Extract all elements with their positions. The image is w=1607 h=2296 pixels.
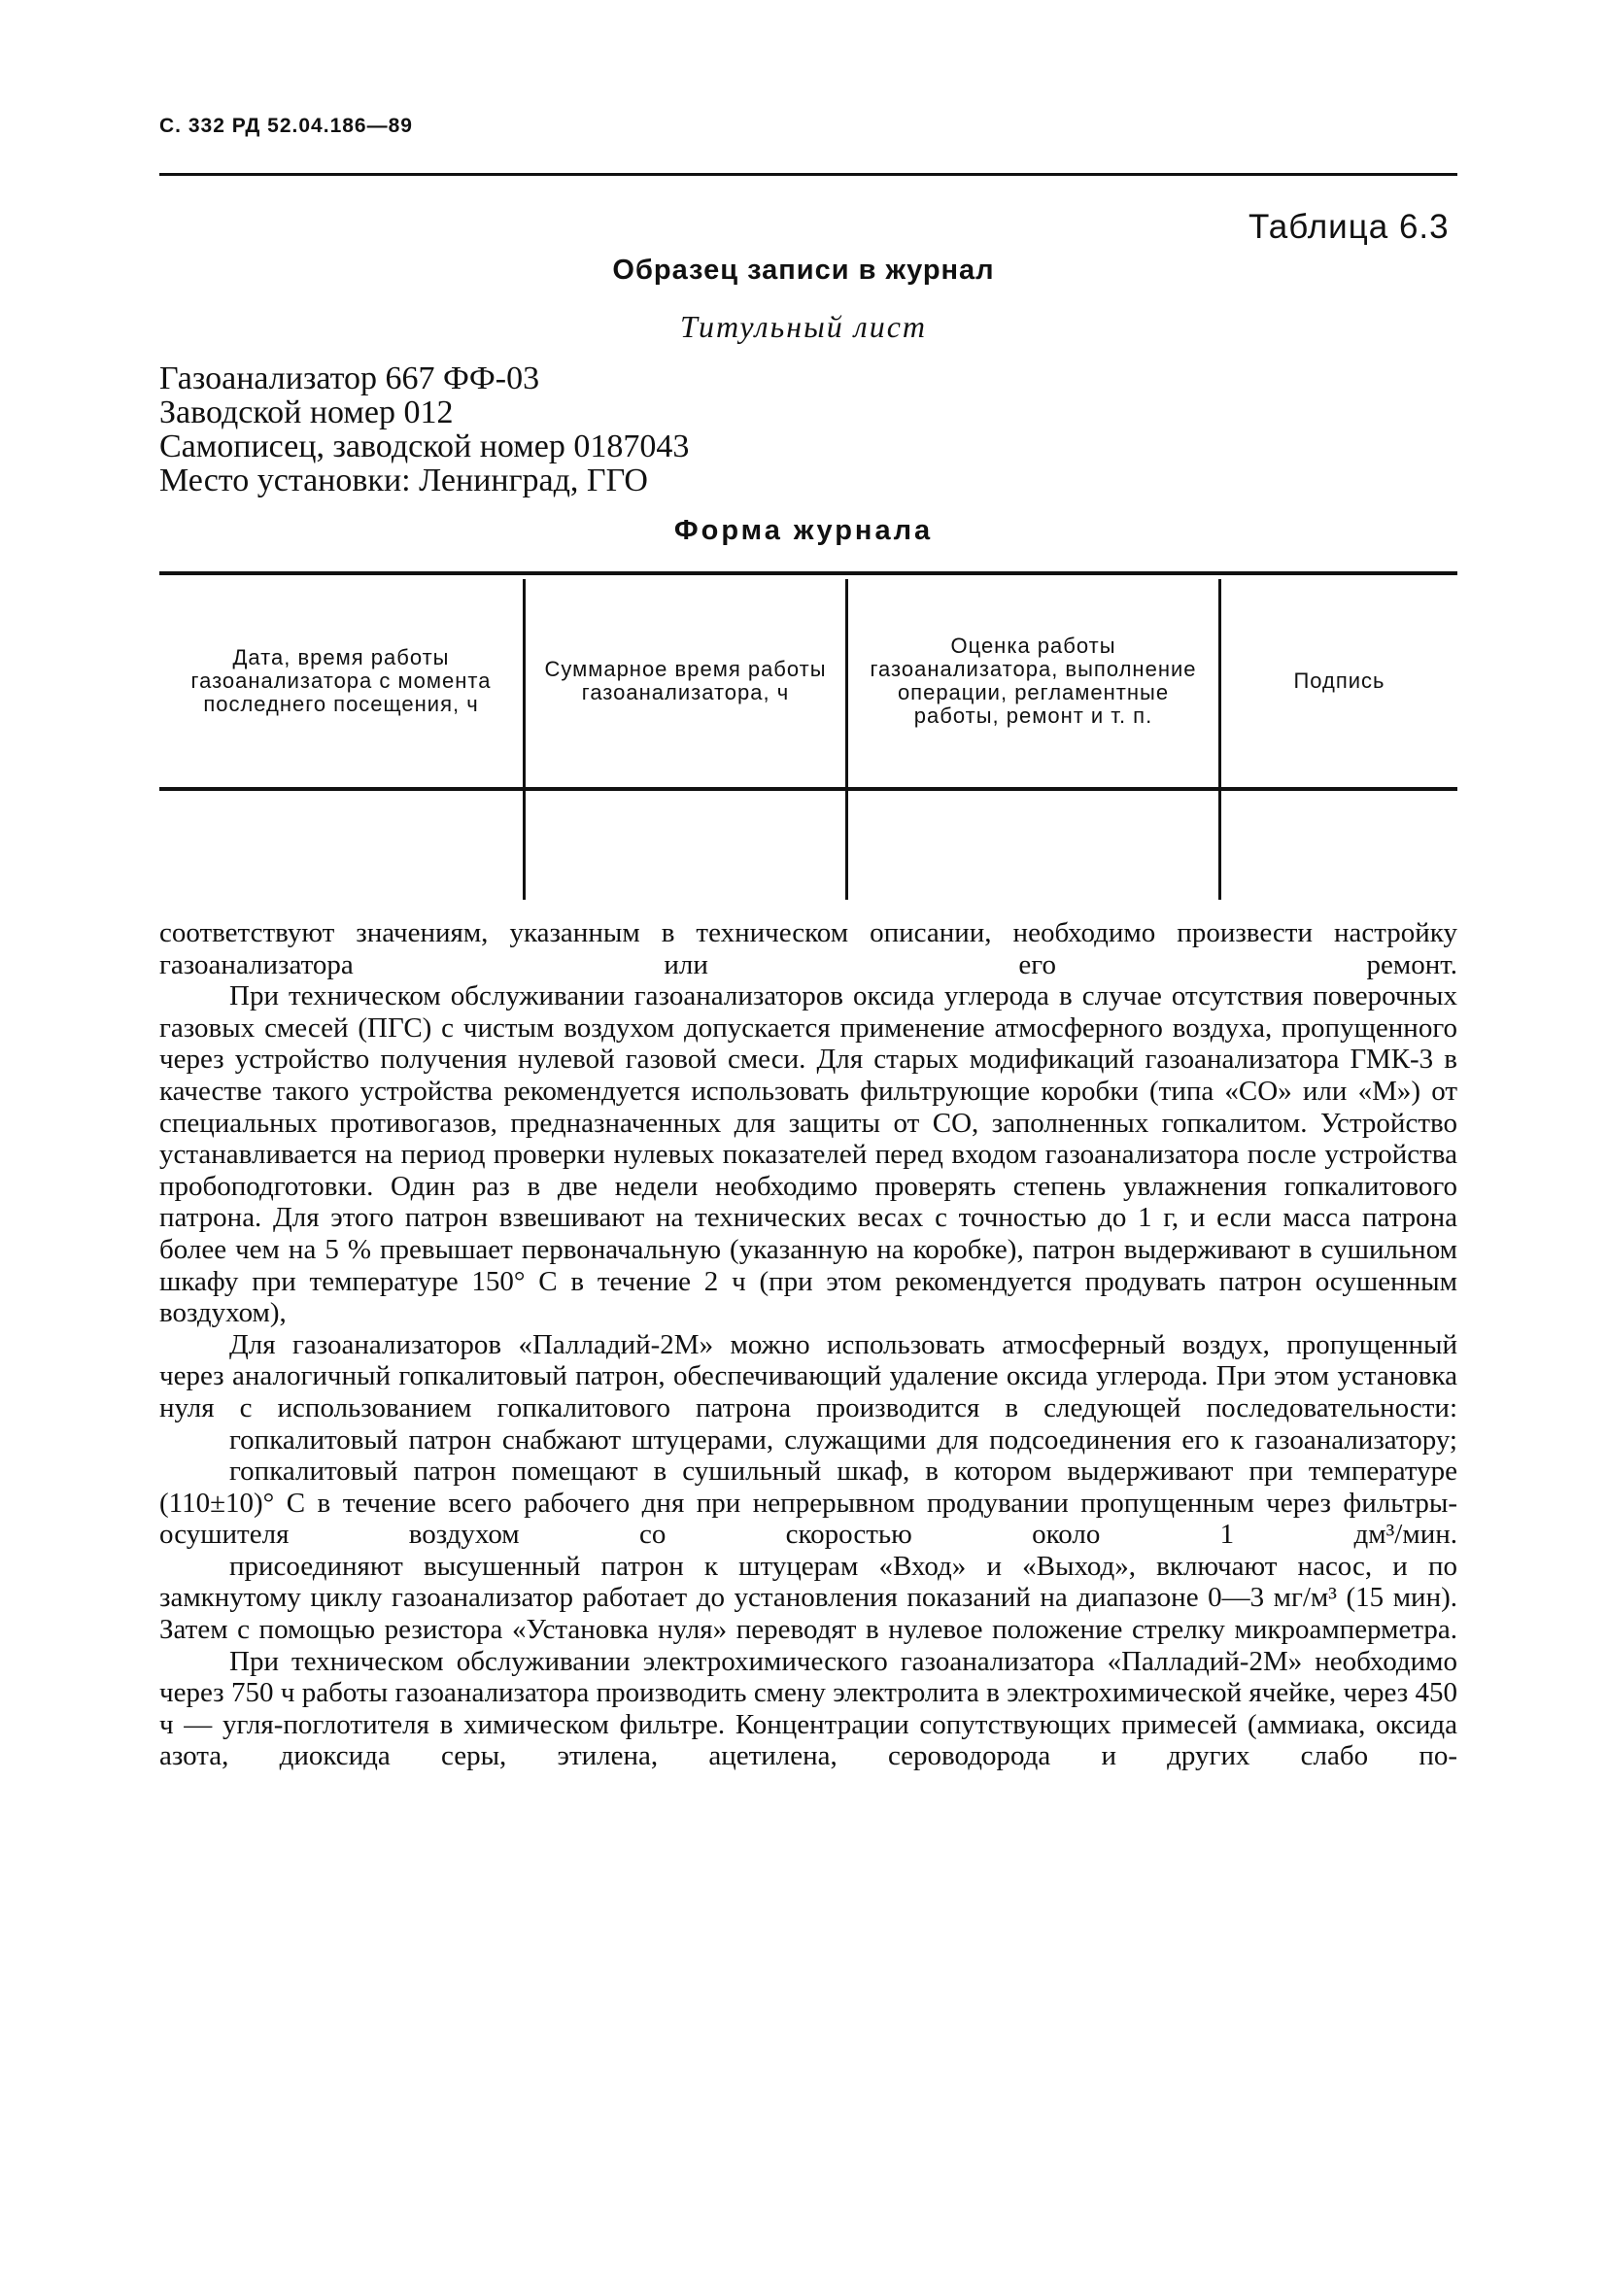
column-header-assessment: Оценка работы газоанализатора, выполнение операции, регламентные работы, ремонт и т. п. bbox=[870, 634, 1197, 728]
column-header-total-time: Суммарное время работы газоанализатора, ч bbox=[544, 657, 827, 704]
info-line: Место установки: Ленинград, ГГО bbox=[159, 463, 648, 498]
journal-table bbox=[159, 571, 1457, 902]
header-rule bbox=[159, 173, 1457, 176]
page-header: С. 332 РД 52.04.186—89 bbox=[159, 115, 413, 137]
paragraph: Для газоанализаторов «Палладий-2М» можно использовать атмосферный воздух, пропущенный через аналогичный гопкалитовый патрон, обеспечивающий удаление оксида углерода. При этом установка нуля с использованием гопкалитового патрона производится в следующей последовательности: bbox=[159, 1328, 1457, 1423]
paragraph: соответствуют значениям, указанным в техническом описании, необходимо произвести настройку газоанализатора или его ремонт. bbox=[159, 917, 1457, 980]
form-title: Форма журнала bbox=[673, 515, 934, 546]
info-line: Самописец, заводской номер 0187043 bbox=[159, 428, 690, 464]
table-label: Таблица 6.3 bbox=[1248, 208, 1450, 246]
body-text bbox=[159, 917, 1457, 1772]
page-title: Образец записи в журнал bbox=[612, 255, 995, 286]
paragraph: гопкалитовый патрон помещают в сушильный шкаф, в котором выдерживают при температуре (110±10)° С в течение всего рабочего дня при непрерывном продувании пропущенным через фильтры-осушителя воздухом со скоростью около 1 дм³/мин. bbox=[159, 1456, 1457, 1551]
info-line: Газоанализатор 667 ФФ-03 bbox=[159, 360, 540, 396]
column-header-signature: Подпись bbox=[1293, 668, 1385, 693]
device-info bbox=[159, 361, 689, 497]
column-header-date: Дата, время работы газоанализатора с момента последнего посещения, ч bbox=[190, 645, 492, 716]
page-subtitle: Титульный лист bbox=[679, 309, 927, 344]
paragraph: присоединяют высушенный патрон к штуцерам «Вход» и «Выход», включают насос, и по замкнутому циклу газоанализатор работает до установления показаний на диапазоне 0—3 мг/м³ (15 мин). Затем с помощью резистора «Установка нуля» переводят в нулевое положение стрелку микроамперметра. bbox=[159, 1550, 1457, 1646]
paragraph: гопкалитовый патрон снабжают штуцерами, служащими для подсоединения его к газоанализатору; bbox=[229, 1423, 1457, 1456]
table-header-rule bbox=[159, 787, 1457, 791]
paragraph: При техническом обслуживании электрохимического газоанализатора «Палладий-2М» необходимо через 750 ч работы газоанализатора производить смену электролита в электрохимической ячейке, через 450 ч — угля-поглотителя в химическом фильтре. Концентрации сопутствующих примесей (аммиака, оксида азота, диоксида серы, этилена, ацетилена, сероводорода и других слабо по- bbox=[159, 1645, 1457, 1772]
paragraph: При техническом обслуживании газоанализаторов оксида углерода в случае отсутствия поверочных газовых смесей (ПГС) с чистым воздухом допускается применение атмосферного воздуха, пропущенного через устройство получения нулевой газовой смеси. Для старых модификаций газоанализатора ГМК-3 в качестве такого устройства рекомендуется использовать фильтрующие коробки (типа «СО» или «М») от специальных противогазов, предназначенных для защиты от СО, заполненных гопкалитом. Устройство устанавливается на период проверки нулевых показателей перед входом газоанализатора после устройства пробоподготовки. Один раз в две недели необходимо проверять степень увлажнения гопкалитового патрона. Для этого патрон взвешивают на технических весах с точностью до 1 г, и если масса патрона более чем на 5 % превышает первоначальную (указанную на коробке), патрон выдерживают в сушильном шкафу при температуре 150° С в течение 2 ч (при этом рекомендуется продувать патрон осушенным воздухом), bbox=[159, 980, 1457, 1329]
info-line: Заводской номер 012 bbox=[159, 394, 454, 430]
